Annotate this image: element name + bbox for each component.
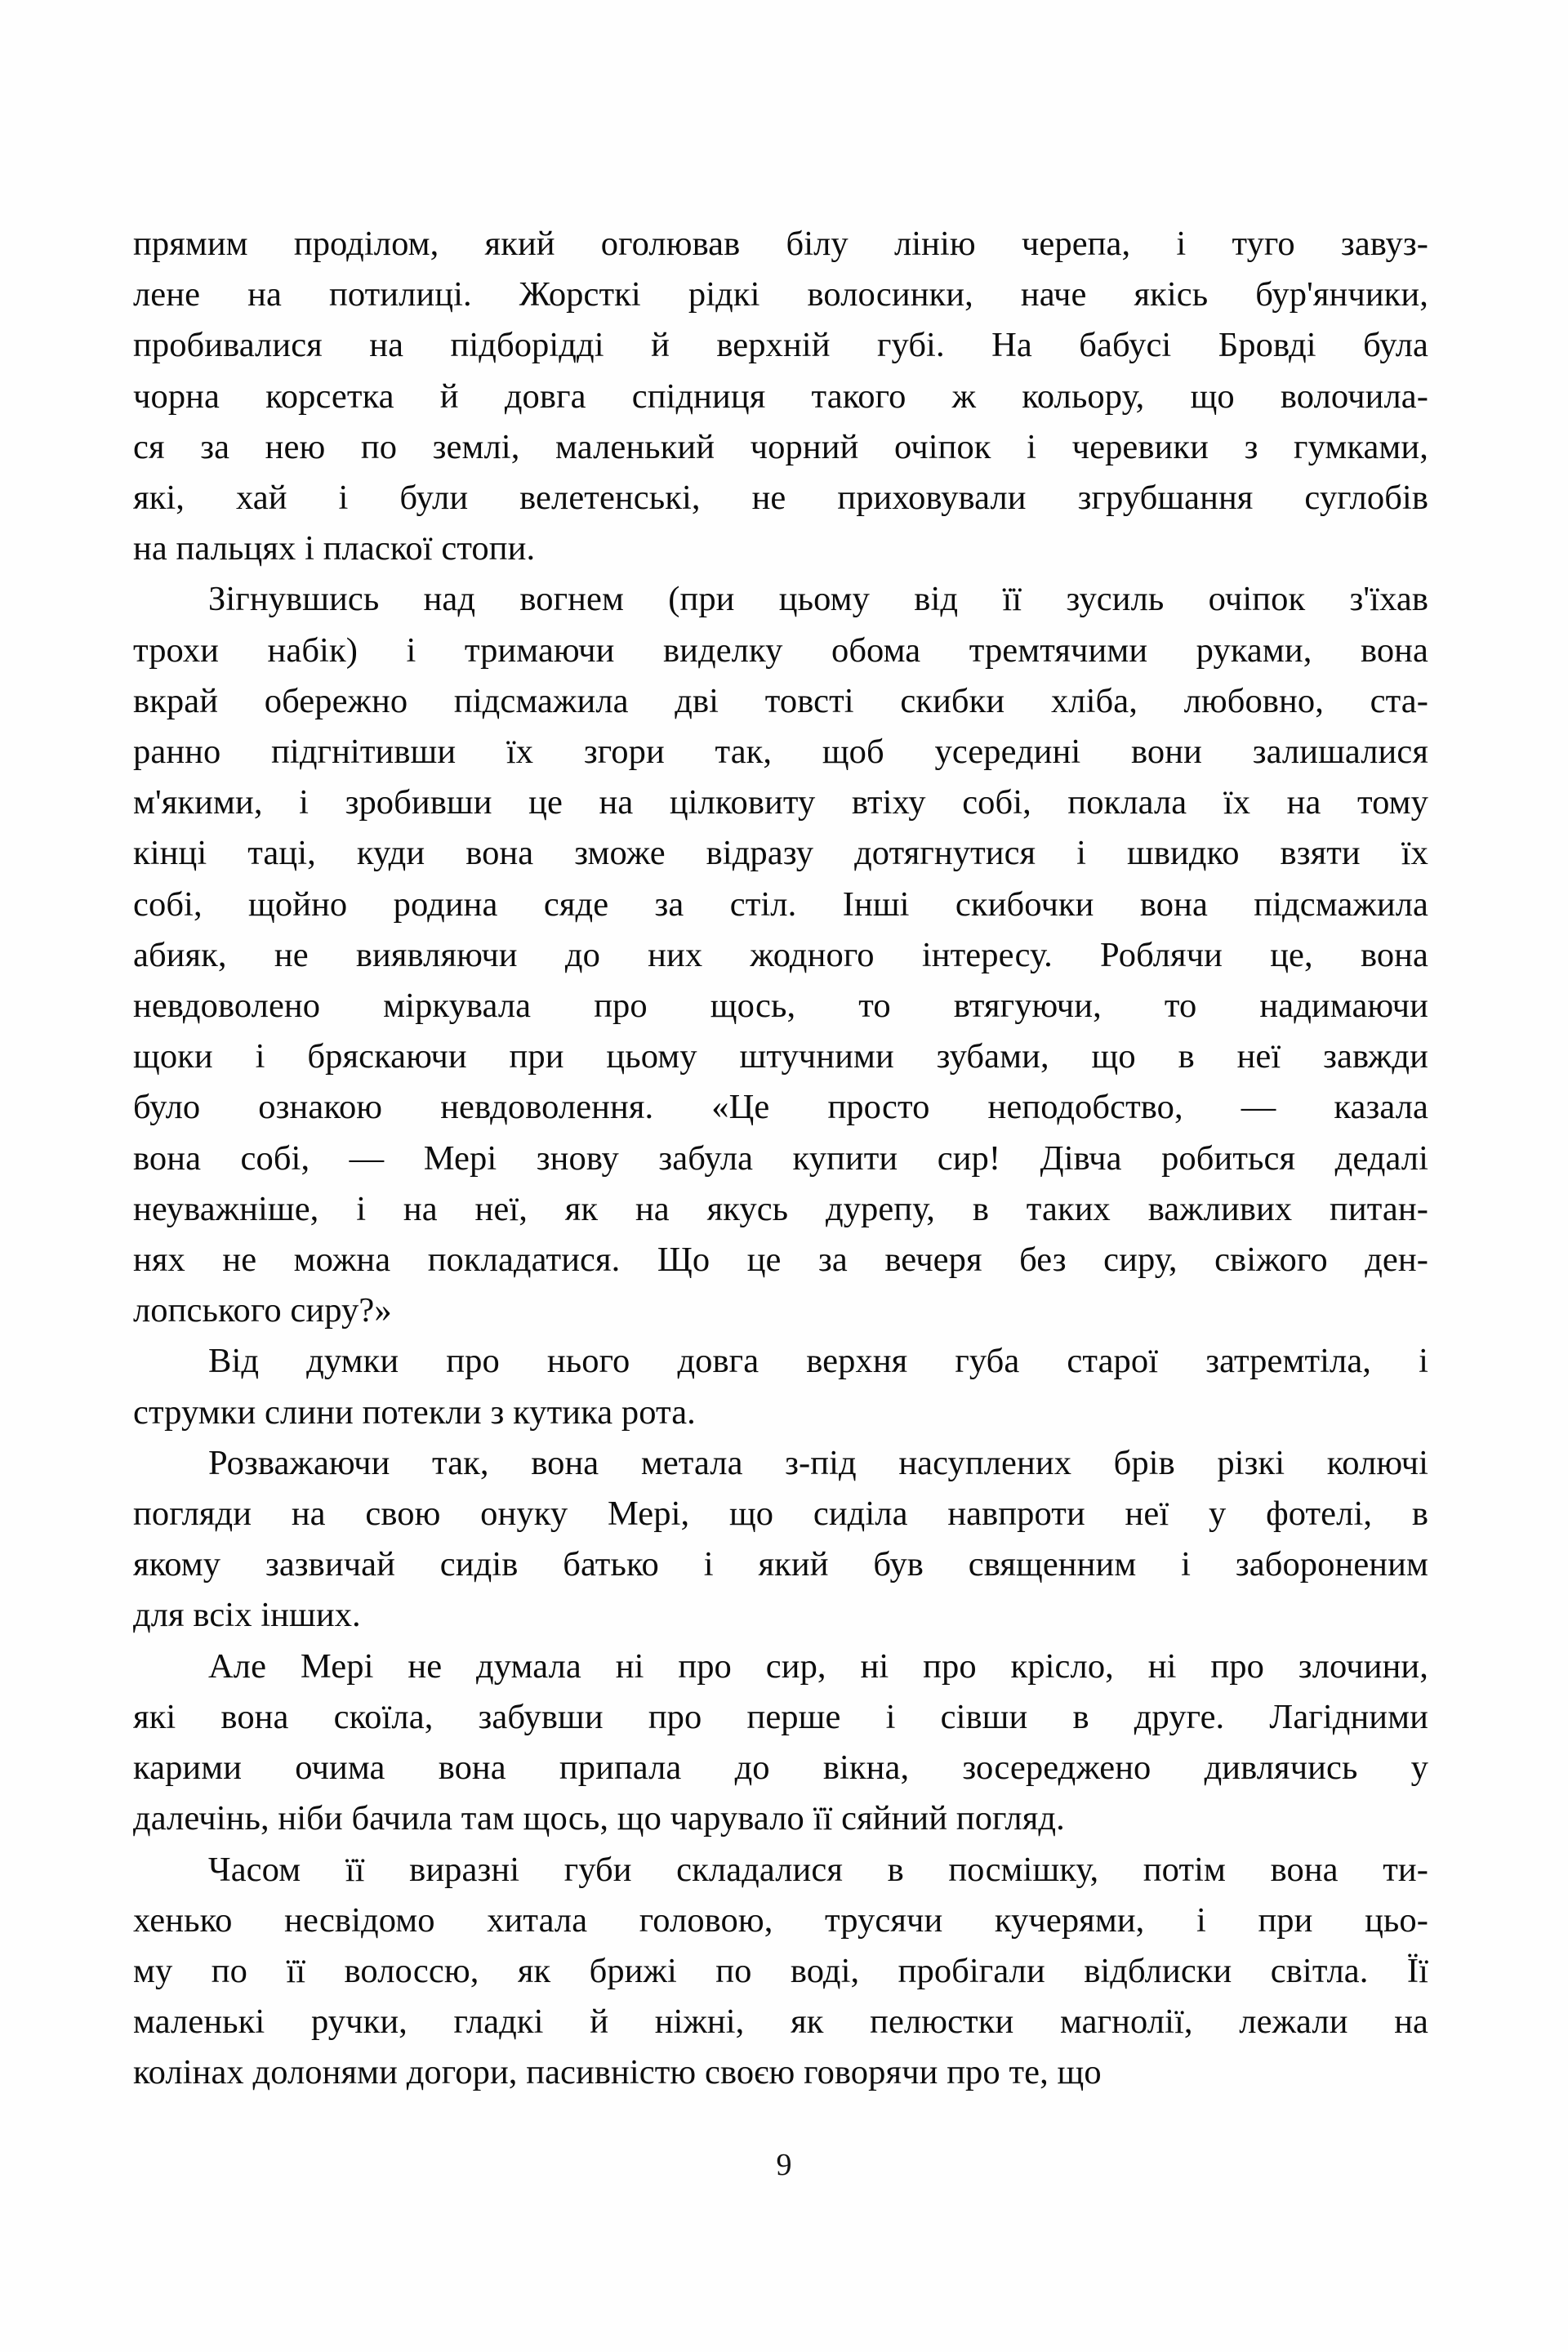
page-text-body xyxy=(133,219,1428,2099)
text-line: було ознакою невдоволення. «Це просто неподобство, — казала xyxy=(133,1088,1428,1127)
text-line: лопського сиру?» xyxy=(133,1291,392,1330)
text-line: ранно підгнітивши їх згори так, щоб усередині вони залишалися xyxy=(133,733,1428,772)
text-line: маленькі ручки, гладкі й ніжні, як пелюстки магнолії, лежали на xyxy=(133,2002,1428,2042)
text-line: погляди на свою онуку Мері, що сиділа навпроти неї у фотелі, в xyxy=(133,1494,1428,1534)
paragraph xyxy=(133,574,1428,1336)
text-line: які вона скоїла, забувши про перше і сівши в друге. Лагідними xyxy=(133,1697,1428,1736)
text-line: собі, щойно родина сяде за стіл. Інші скибочки вона підсмажила xyxy=(133,884,1428,924)
text-line: абияк, не виявляючи до них жодного інтересу. Роблячи це, вона xyxy=(133,935,1428,974)
text-line: вкрай обережно підсмажила дві товсті скибки хліба, любовно, ста- xyxy=(133,681,1428,720)
text-line: Розважаючи так, вона метала з-під насуплених брів різкі колючі xyxy=(208,1443,1428,1482)
text-line: хенько несвідомо хитала головою, трусячи кучерями, і при цьо- xyxy=(133,1900,1428,1940)
text-line: на пальцях і пласкої стопи. xyxy=(133,529,536,568)
text-line: колінах долонями догори, пасивністю своєю говорячи про те, що xyxy=(133,2053,1102,2092)
text-line: далечінь, ніби бачила там щось, що чарувало її сяйний погляд. xyxy=(133,1799,1065,1838)
text-line: невдоволено міркувала про щось, то втягуючи, то надимаючи xyxy=(133,987,1428,1026)
paragraph xyxy=(133,1845,1428,2099)
text-line: чорна корсетка й довга спідниця такого ж кольору, що волочила- xyxy=(133,376,1428,416)
paragraph xyxy=(133,1642,1428,1845)
text-line: Часом її виразні губи складалися в посмішку, потім вона ти- xyxy=(208,1850,1428,1889)
text-line: му по її волоссю, як брижі по воді, пробігали відблиски світла. Її xyxy=(133,1951,1428,1990)
text-line: щоки і бряскаючи при цьому штучними зубами, що в неї завжди xyxy=(133,1037,1428,1076)
text-line: ся за нею по землі, маленький чорний очіпок і черевики з гумками, xyxy=(133,427,1428,466)
text-line: прямим проділом, який оголював білу лінію черепа, і туго завуз- xyxy=(133,225,1428,263)
text-line: Від думки про нього довга верхня губа старої затремтіла, і xyxy=(208,1342,1428,1381)
text-line: трохи набік) і тримаючи виделку обома тремтячими руками, вона xyxy=(133,630,1428,670)
page-number: 9 xyxy=(776,2148,792,2182)
text-line: вона собі, — Мері знову забула купити сир! Дівча робиться дедалі xyxy=(133,1138,1428,1178)
paragraph xyxy=(133,1336,1428,1437)
text-line: для всіх інших. xyxy=(133,1596,361,1635)
text-line: неуважніше, і на неї, як на якусь дурепу, в таких важливих питан- xyxy=(133,1189,1428,1228)
text-line: кінці таці, куди вона зможе відразу дотягнутися і швидко взяти їх xyxy=(133,834,1428,873)
text-line: якому зазвичай сидів батько і який був священним і забороненим xyxy=(133,1545,1428,1584)
text-line: Зігнувшись над вогнем (при цьому від її зусиль очіпок з'їхав xyxy=(208,580,1428,619)
paragraph xyxy=(133,1438,1428,1642)
paragraph xyxy=(133,219,1428,574)
text-line: струмки слини потекли з кутика рота. xyxy=(133,1392,696,1432)
text-line: нях не можна покладатися. Що це за вечеря без сиру, свіжого ден- xyxy=(133,1241,1428,1280)
text-line: Але Мері не думала ні про сир, ні про крісло, ні про злочини, xyxy=(208,1646,1428,1686)
text-line: карими очима вона припала до вікна, зосереджено дивлячись у xyxy=(133,1748,1428,1788)
text-line: які, хай і були велетенські, не приховували згрубшання суглобів xyxy=(133,479,1428,518)
text-line: лене на потилиці. Жорсткі рідкі волосинки, наче якісь бур'янчики, xyxy=(133,275,1428,314)
text-line: м'якими, і зробивши це на цілковиту втіху собі, поклала їх на тому xyxy=(133,783,1428,822)
text-line: пробивалися на підборідді й верхній губі. На бабусі Бровді була xyxy=(133,326,1428,365)
